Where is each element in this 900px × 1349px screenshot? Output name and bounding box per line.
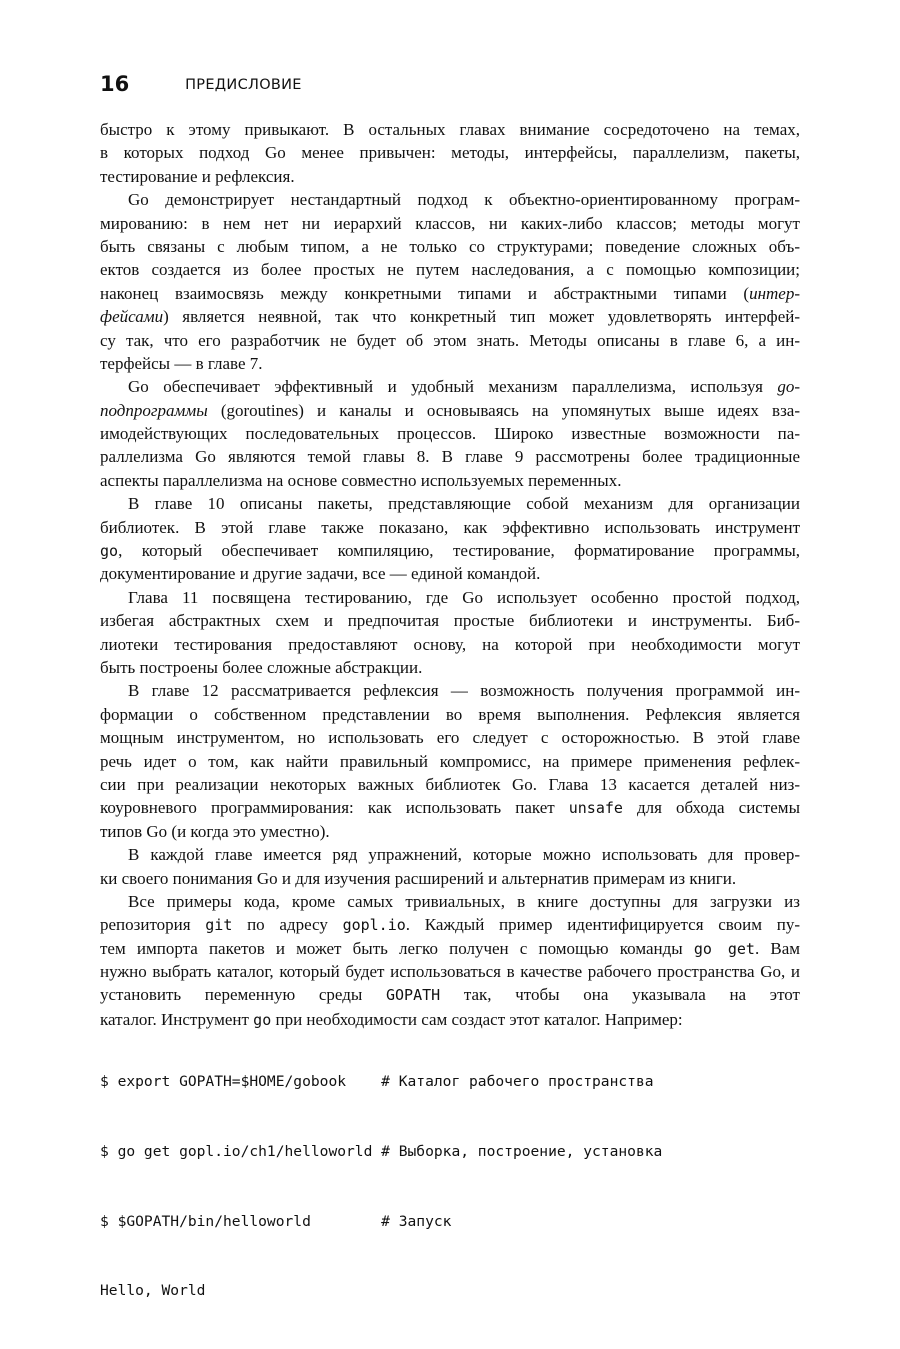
code-line: $ export GOPATH=$HOME/gobook # Каталог рабочего пространства xyxy=(100,1073,654,1091)
text-run: так, чтобы она указывала на этот xyxy=(440,985,800,1005)
text-run: (goroutines) и каналы и основываясь на упомянутых выше идеях вза- xyxy=(207,400,800,420)
text-line: тестирование и рефлексия. xyxy=(100,166,295,186)
text-line xyxy=(100,282,800,305)
inline-code: git xyxy=(205,916,233,935)
text-run: для обхода системы xyxy=(622,798,800,818)
text-line: ектов создается из более простых не путем наследования, а с помощью композиции; xyxy=(100,260,800,280)
text-line: типов Go (и когда это уместно). xyxy=(100,821,330,841)
text-line xyxy=(100,399,800,422)
inline-code: go get xyxy=(693,939,755,958)
italic-term: фейсами xyxy=(100,307,164,327)
text-run: , который обеспечивает компиляцию, тестирование, форматирование программы, xyxy=(118,541,800,561)
text-line xyxy=(100,305,800,328)
text-line xyxy=(100,960,800,1008)
inline-code: gopl.io xyxy=(342,916,406,935)
code-block xyxy=(100,1024,800,1349)
text-line: раллелизма Go являются темой главы 8. В главе 9 рассмотрены более традиционные xyxy=(100,447,800,467)
text-run: . Каждый пример идентифицируется своим пу- xyxy=(405,915,800,935)
text-line: в которых подход Go менее привычен: методы, интерфейсы, параллелизм, пакеты, xyxy=(100,143,800,163)
text-run: репозитория xyxy=(100,915,206,935)
code-line: Hello, World xyxy=(100,1282,206,1300)
text-line: аспекты параллелизма на основе совместно используемых переменных. xyxy=(100,470,622,490)
text-run: коуровневого программирования: как использовать пакет xyxy=(100,798,569,818)
text-run: при необходимости сам создаст этот каталог. Например: xyxy=(271,1009,683,1029)
italic-term: интер- xyxy=(749,283,800,303)
text-line xyxy=(100,913,800,936)
inline-code: unsafe xyxy=(568,799,623,818)
inline-code: go xyxy=(100,542,119,561)
text-line: В каждой главе имеется ряд упражнений, которые можно использовать для провер- xyxy=(128,845,800,865)
text-run: тем импорта пакетов и может быть легко получен с помощью команды xyxy=(100,938,694,958)
text-line xyxy=(100,937,800,960)
text-line: Go демонстрирует нестандартный подход к объектно-ориентированному програм- xyxy=(128,190,800,210)
text-line: избегая абстрактных схем и предпочитая простые библиотеки и инструменты. Биб- xyxy=(100,611,800,631)
text-line xyxy=(100,375,800,398)
text-run: каталог. Инструмент xyxy=(100,1009,254,1029)
text-line: быстро к этому привыкают. В остальных главах внимание сосредоточено на темах, xyxy=(100,120,800,139)
text-line xyxy=(100,539,800,562)
text-run: Go обеспечивает эффективный и удобный механизм параллелизма, используя xyxy=(128,377,778,397)
text-line: терфейсы — в главе 7. xyxy=(100,353,263,373)
text-line: сии при реализации некоторых важных библиотек Go. Глава 13 касается деталей низ- xyxy=(100,774,800,794)
inline-code: go xyxy=(253,1010,272,1029)
text-run: ) является неявной, так что конкретный тип может удовлетворять интерфей- xyxy=(163,307,800,327)
text-line xyxy=(100,796,800,819)
text-line: документирование и другие задачи, все — единой командой. xyxy=(100,564,541,584)
text-line: мощным инструментом, но использовать его следует с осторожностью. В этой главе xyxy=(100,728,800,748)
italic-term: go- xyxy=(777,377,800,397)
text-line: су так, что его разработчик не будет об этом знать. Методы описаны в главе 6, а ин- xyxy=(100,330,800,350)
running-title: ПРЕДИСЛОВИЕ xyxy=(185,77,302,93)
text-line: формации о собственном представлении во время выполнения. Рефлексия является xyxy=(100,704,800,724)
text-run: нужно выбрать каталог, который будет использоваться в качестве рабочего пространства Go, и установить переменную среды xyxy=(100,962,800,1005)
text-run: . Вам xyxy=(754,938,801,958)
text-line: быть связаны с любым типом, а не только со структурами; поведение сложных объ- xyxy=(100,236,800,256)
text-line: речь идет о том, как найти правильный компромисс, на примере применения рефлек- xyxy=(100,751,800,771)
text-line: ки своего понимания Go и для изучения расширений и альтернатив примерам из книги. xyxy=(100,868,737,888)
code-line: $ go get gopl.io/ch1/helloworld # Выборка, построение, установка xyxy=(100,1143,663,1160)
text-line: быть построены более сложные абстракции. xyxy=(100,657,423,677)
text-line: Все примеры кода, кроме самых тривиальных, в книге доступны для загрузки из xyxy=(128,891,800,911)
italic-term: подпрограммы xyxy=(100,400,208,420)
text-run: по адресу xyxy=(232,915,343,935)
inline-code: GOPATH xyxy=(386,986,441,1005)
page-number: 16 xyxy=(100,72,130,96)
text-line: Глава 11 посвящена тестированию, где Go использует особенно простой подход, xyxy=(128,587,800,607)
text-line: В главе 12 рассматривается рефлексия — возможность получения программой ин- xyxy=(128,681,800,701)
code-line: $ $GOPATH/bin/helloworld # Запуск xyxy=(100,1212,452,1230)
text-run: наконец взаимосвязь между конкретными типами и абстрактными типами ( xyxy=(100,283,750,303)
text-line: мированию: в нем нет ни иерархий классов, ни каких-либо классов; методы могут xyxy=(100,213,800,233)
body-text xyxy=(100,118,800,1031)
text-line: библиотек. В этой главе также показано, как эффективно использовать инструмент xyxy=(100,517,800,537)
text-line: имодействующих последовательных процессов. Широко известные возможности па- xyxy=(100,424,800,444)
page-header xyxy=(100,72,302,96)
text-line: В главе 10 описаны пакеты, представляющие собой механизм для организации xyxy=(128,494,800,514)
text-line: лиотеки тестирования предоставляют основу, на которой при необходимости могут xyxy=(100,634,800,654)
